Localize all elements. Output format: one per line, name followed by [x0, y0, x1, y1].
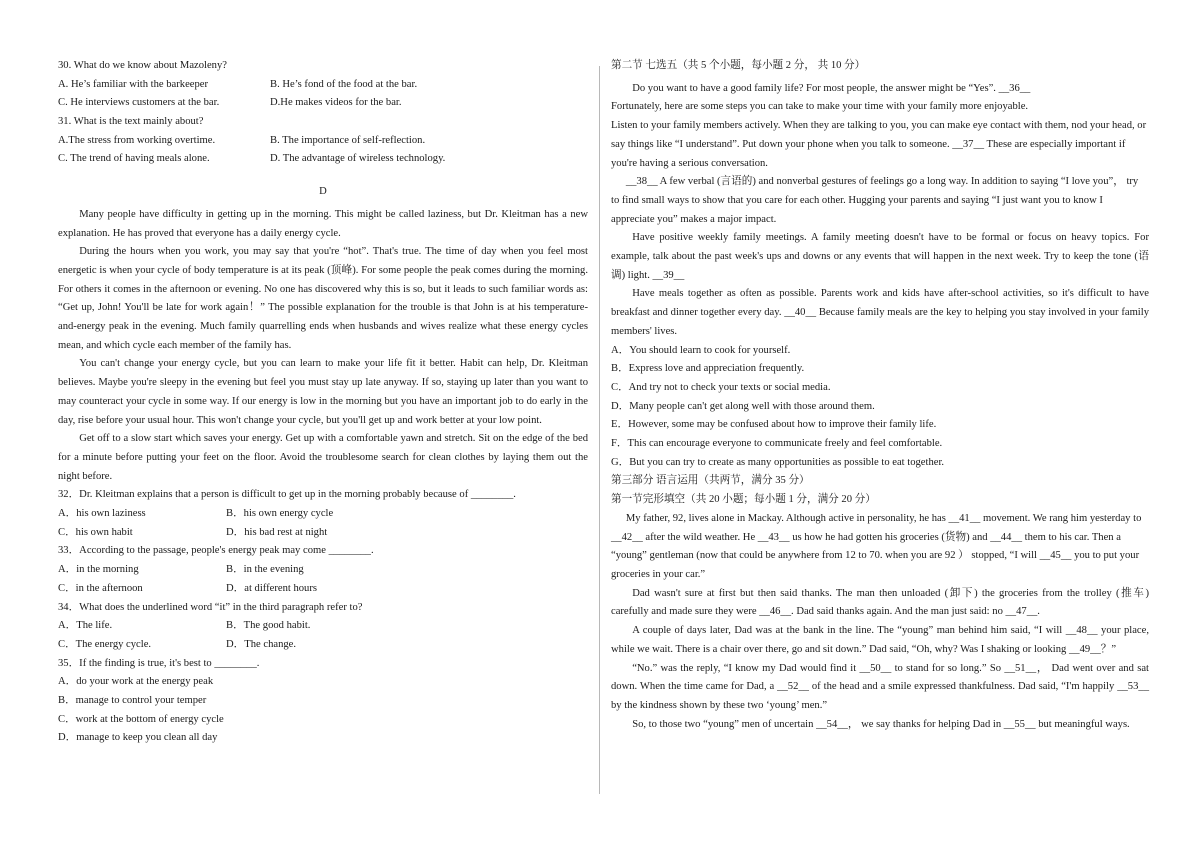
option-e: E．However, some may be confused about how to improve their family life. [611, 419, 937, 431]
q33-option-c: C．in the afternoon [58, 582, 143, 594]
q32-option-d: D．his bad rest at night [226, 526, 328, 538]
q35-option-c: C．work at the bottom of energy cycle [58, 713, 224, 725]
seven-choose-five-paragraph-1: Do you want to have a good family life? For most people, the answer might be “Yes”. __36__ [632, 82, 1031, 94]
seven-choose-five-paragraph-5: Have meals together as often as possible. Parents work and kids have after-school activities, so it's difficult to have breakfast and dinner together every day. __40__ Because family meals are the key to helping you stay involved in your family members' lives. [611, 288, 1149, 337]
q31-options-row1 [58, 132, 588, 151]
passage-d-paragraph-1: Many people have difficulty in getting up in the morning. This might be called laziness, but Dr. Kleitman has a new explanation. He has proved that everyone has a daily energy cycle. [58, 208, 588, 239]
section2-title: 第二节 七选五（共 5 个小题，每小题 2 分， 共 10 分） [611, 60, 866, 71]
q34-stem: 34．What does the underlined word “it” in the third paragraph refer to? [58, 601, 363, 613]
cloze-paragraph-5: So, to those two “young” men of uncertain __54__， we say thanks for helping Dad in __55__ but meaningful ways. [632, 718, 1130, 730]
option-a: A．You should learn to cook for yourself. [611, 344, 791, 356]
q34-option-d: D．The change. [226, 638, 297, 650]
q31-option-d: D. The advantage of wireless technology. [270, 153, 446, 165]
q33-options-row1 [58, 561, 588, 580]
q33-option-a: A．in the morning [58, 564, 139, 576]
q33-option-b: B．in the evening [226, 564, 304, 576]
q35-stem: 35．If the finding is true, it's best to ________. [58, 657, 260, 669]
q34-option-b: B．The good habit. [226, 620, 311, 632]
q34-options-row1 [58, 617, 588, 636]
q33-stem: 33．According to the passage, people's energy peak may come ________. [58, 545, 374, 557]
q31-option-a: A.The stress from working overtime. [58, 134, 216, 146]
q33-option-d: D．at different hours [226, 582, 318, 594]
q30-option-a: A. He’s familiar with the barkeeper [58, 78, 209, 90]
cloze-paragraph-2: Dad wasn't sure at first but then said thanks. The man then unloaded (卸下) the groceries from the trolley (推车) carefully and made sure they were __46__. Dad said thanks again. And the man just said: no __47__. [611, 587, 1149, 618]
column-divider [599, 66, 600, 794]
passage-d-paragraph-3: You can't change your energy cycle, but you can learn to make your life fit it better. Habit can help, Dr. Kleitman believes. Maybe you're sleepy in the evening but feel you must stay up late anyway. If so, staying up later than you want to may counteract your cycle in some way. If our energy is low in the morning but you have an important job to do early in the day, rise before your usual hour. This won't change your cycle, but you'll get up and work better at your low point. [58, 358, 588, 426]
q32-options-row1 [58, 505, 588, 524]
q32-option-a: A．his own laziness [58, 508, 146, 520]
q34-option-a: A．The life. [58, 620, 113, 632]
left-column [58, 57, 588, 748]
part3-title: 第三部分 语言运用（共两节，满分 35 分） [611, 475, 810, 487]
cloze-paragraph-4: “No.” was the reply, “I know my Dad would find it __50__ to stand for so long.” So __51__， Dad went over and sat down. When the time came for Dad, a __52__ of the head and a smile expressed thankfulness. Dad said, “I'm happily __53__ by the kindness shown by these two ‘young’ men.” [611, 662, 1149, 711]
q32-stem: 32．Dr. Kleitman explains that a person is difficult to get up in the morning probably because of ________. [58, 489, 516, 501]
q34-option-c: C．The energy cycle. [58, 638, 152, 650]
q30-stem: 30. What do we know about Mazoleny? [58, 60, 227, 71]
q31-option-b: B. The importance of self-reflection. [270, 134, 426, 146]
q30-option-b: B. He’s fond of the food at the bar. [270, 78, 418, 90]
q32-option-b: B．his own energy cycle [226, 508, 334, 520]
option-g: G．But you can try to create as many opportunities as possible to eat together. [611, 456, 945, 468]
cloze-paragraph-3: A couple of days later, Dad was at the bank in the line. The “young” man behind him said, “I will __48__ your place, while we wait. There is a chair over there, go and sit down.” Dad said, “Oh, why? Was I shaking or looking __49__？” [611, 625, 1149, 655]
q30-option-d: D.He makes videos for the bar. [270, 97, 402, 109]
q30-option-c: C. He interviews customers at the bar. [58, 97, 220, 109]
q32-option-c: C．his own habit [58, 526, 133, 538]
q34-options-row2 [58, 636, 588, 655]
q33-options-row2 [58, 580, 588, 599]
passage-d-heading: D [319, 186, 327, 198]
q31-stem: 31. What is the text mainly about? [58, 116, 204, 128]
seven-choose-five-paragraph-2: Listen to your family members actively. When they are talking to you, you can make eye contact with them, nod your head, or say things like “I understand”. Put down your phone when you talk to someone. __37__ These are especially important if you're having a serious conversation. [611, 120, 1147, 169]
q35-option-d: D．manage to keep you clean all day [58, 732, 218, 744]
option-c: C．And try not to check your texts or social media. [611, 381, 831, 393]
cloze-paragraph-1: My father, 92, lives alone in Mackay. Although active in personality, he has __41__ movement. We rang him yesterday to __42__ after the wild weather. He __43__ us how he had gotten his groceries (货物) and __44__ them to his car. Then a “young” gentleman (now that could be anywhere from 12 to 70. when you are 92 ） stopped, “I will __45__ you to put your groceries in your car.” [611, 512, 1142, 580]
cloze-title: 第一节完形填空（共 20 小题；每小题 1 分，满分 20 分） [611, 494, 876, 506]
seven-choose-five-paragraph-1b: Fortunately, here are some steps you can take to make your time with your family more enjoyable. [611, 101, 1029, 113]
q30-options-row1 [58, 76, 588, 95]
q31-option-c: C. The trend of having meals alone. [58, 153, 210, 165]
option-f: F．This can encourage everyone to communicate freely and feel comfortable. [611, 438, 943, 450]
seven-choose-five-paragraph-3: __38__ A few verbal (言语的) and nonverbal gestures of feelings go a long way. In addition to saying “I love you”， try to find small ways to show that you care for each other. Hugging your parents and saying “I just want you to know I appreciate you” makes a major impact. [611, 176, 1139, 225]
right-column [611, 57, 1149, 734]
passage-d-paragraph-2: During the hours when you work, you may say that you're “hot”. That's true. The time of day when you feel most energetic is when your cycle of body temperature is at its peak (顶峰). For some people the peak comes during the morning. For others it comes in the afternoon or evening. No one has discovered why this is so, but it leads to such familiar words as: “Get up, John! You'll be late for work again！” The possible explanation for the trouble is that John is at his temperature-and-energy peak in the evening. Much family quarrelling ends when husbands and wives realize what these energy cycles mean, and which cycle each member of the family has. [58, 246, 588, 351]
q30-options-row2 [58, 94, 588, 113]
passage-d-paragraph-4: Get off to a slow start which saves your energy. Get up with a comfortable yawn and stretch. Sit on the edge of the bed for a minute before putting your feet on the floor. Avoid the troublesome search for clean clothes by laying them out the night before. [58, 433, 588, 482]
option-b: B．Express love and appreciation frequently. [611, 363, 805, 375]
q35-option-b: B．manage to control your temper [58, 695, 207, 707]
q31-options-row2 [58, 150, 588, 169]
q35-option-a: A．do your work at the energy peak [58, 676, 214, 688]
q32-options-row2 [58, 524, 588, 543]
option-d: D．Many people can't get along well with those around them. [611, 400, 875, 412]
seven-choose-five-paragraph-4: Have positive weekly family meetings. A family meeting doesn't have to be formal or focus on heavy topics. For example, talk about the past week's ups and downs or any events that will happen in the next week. Try to keep the tone (语调) light. __39__ [611, 232, 1149, 281]
